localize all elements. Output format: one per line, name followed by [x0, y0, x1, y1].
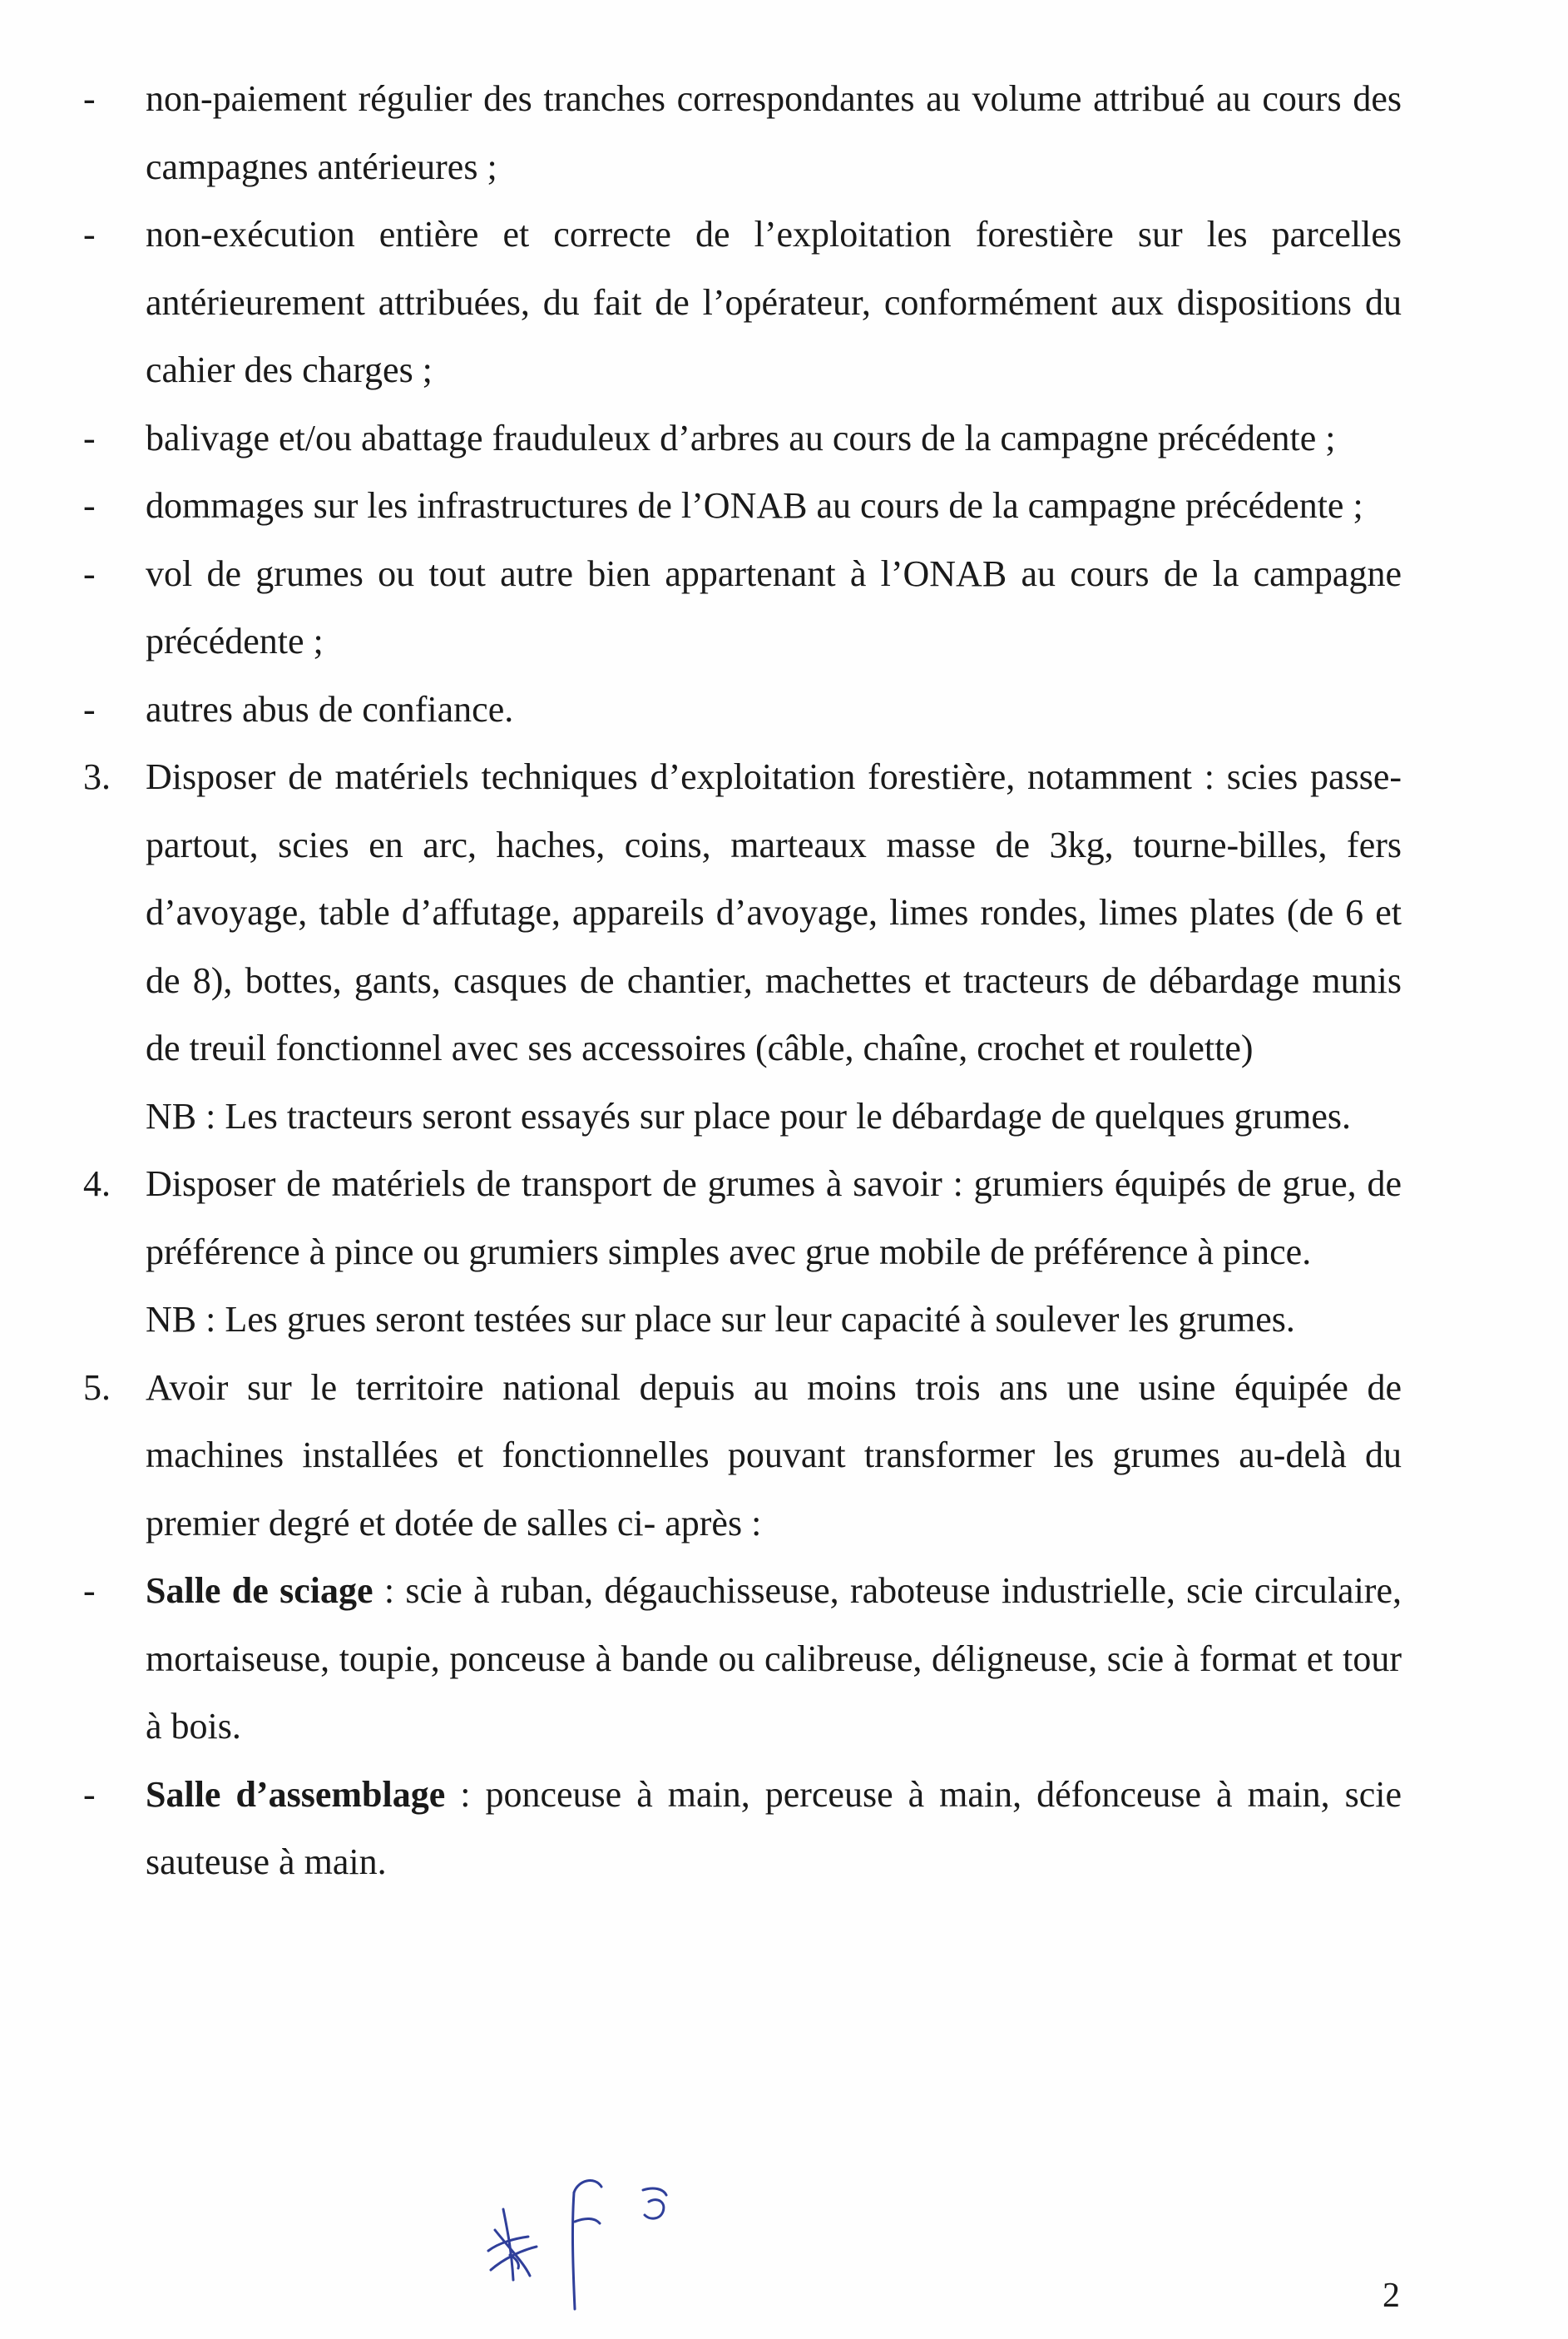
bullet-text: [146, 1761, 1402, 1896]
nb-note: NB : Les grues seront testées sur place sur leur capacité à soulever les grumes.: [146, 1299, 1295, 1340]
item-number: 5.: [83, 1366, 111, 1408]
bullet-text: dommages sur les infrastructures de l’ONAB au cours de la campagne précédente ;: [146, 485, 1363, 526]
bullet-item: [83, 676, 1402, 744]
item-text: Avoir sur le territoire national depuis au moins trois ans une usine équipée de machines installées et fonctionnelles pouvant transformer les grumes au-delà du premier degré et dotée de salles ci- après :: [146, 1366, 1402, 1544]
room-heading: Salle d’assemblage: [146, 1773, 446, 1815]
bullet-text: autres abus de confiance.: [146, 688, 514, 730]
item-number: 3.: [83, 756, 111, 797]
bullet-marker: -: [83, 1570, 96, 1611]
document-body: [83, 65, 1402, 1896]
bullet-marker: -: [83, 214, 96, 255]
bullet-text: non-paiement régulier des tranches correspondantes au volume attribué au cours des campagnes antérieures ;: [146, 78, 1402, 187]
bullet-item: [83, 404, 1402, 473]
bullet-text: [146, 1557, 1402, 1761]
numbered-item-4: [83, 1150, 1402, 1286]
room-heading: Salle de sciage: [146, 1570, 373, 1611]
nb-note: NB : Les tracteurs seront essayés sur place pour le débardage de quelques grumes.: [146, 1095, 1352, 1137]
numbered-item-5: [83, 1354, 1402, 1558]
bullet-marker: -: [83, 485, 96, 526]
bullet-marker: -: [83, 688, 96, 730]
bullet-marker: -: [83, 78, 96, 119]
handwritten-initials: [478, 2172, 695, 2313]
bullet-text: non-exécution entière et correcte de l’exploitation forestière sur les parcelles antérieurement attribuées, du fait de l’opérateur, conformément aux dispositions du cahier des charges ;: [146, 214, 1402, 390]
room-equipment: : ponceuse à main, perceuse à main, défonceuse à main, scie sauteuse à main.: [146, 1773, 1402, 1882]
bullet-text: balivage et/ou abattage frauduleux d’arbres au cours de la campagne précédente ;: [146, 417, 1336, 458]
bullet-item: [83, 201, 1402, 404]
bullet-marker: -: [83, 417, 96, 458]
bullet-item-sawing-room: [83, 1557, 1402, 1761]
bullet-marker: -: [83, 553, 96, 594]
page-number: 2: [1383, 2277, 1400, 2315]
bullet-item: [83, 65, 1402, 201]
bullet-item: [83, 540, 1402, 676]
bullet-item: [83, 472, 1402, 540]
item-text: Disposer de matériels techniques d’exploitation forestière, notamment : scies passe-partout, scies en arc, haches, coins, marteaux masse de 3kg, tourne-billes, fers d’avoyage, table d’affutage, appareils d’avoyage, limes rondes, limes plates (de 6 et de 8), bottes, gants, casques de chantier, machettes et tracteurs de débardage munis de treuil fonctionnel avec ses accessoires (câble, chaîne, crochet et roulette): [146, 756, 1402, 1068]
numbered-item-3: [83, 743, 1402, 1083]
bullet-item-assembly-room: [83, 1761, 1402, 1896]
bullet-text: vol de grumes ou tout autre bien appartenant à l’ONAB au cours de la campagne précédente ;: [146, 553, 1402, 662]
room-equipment: : scie à ruban, dégauchisseuse, raboteuse industrielle, scie circulaire, mortaiseuse, toupie, ponceuse à bande ou calibreuse, délignеuse, scie à format et tour à bois.: [146, 1570, 1402, 1747]
item-text: Disposer de matériels de transport de grumes à savoir : grumiers équipés de grue, de préférence à pince ou grumiers simples avec grue mobile de préférence à pince.: [146, 1163, 1402, 1272]
item-number: 4.: [83, 1163, 111, 1204]
bullet-marker: -: [83, 1773, 96, 1815]
